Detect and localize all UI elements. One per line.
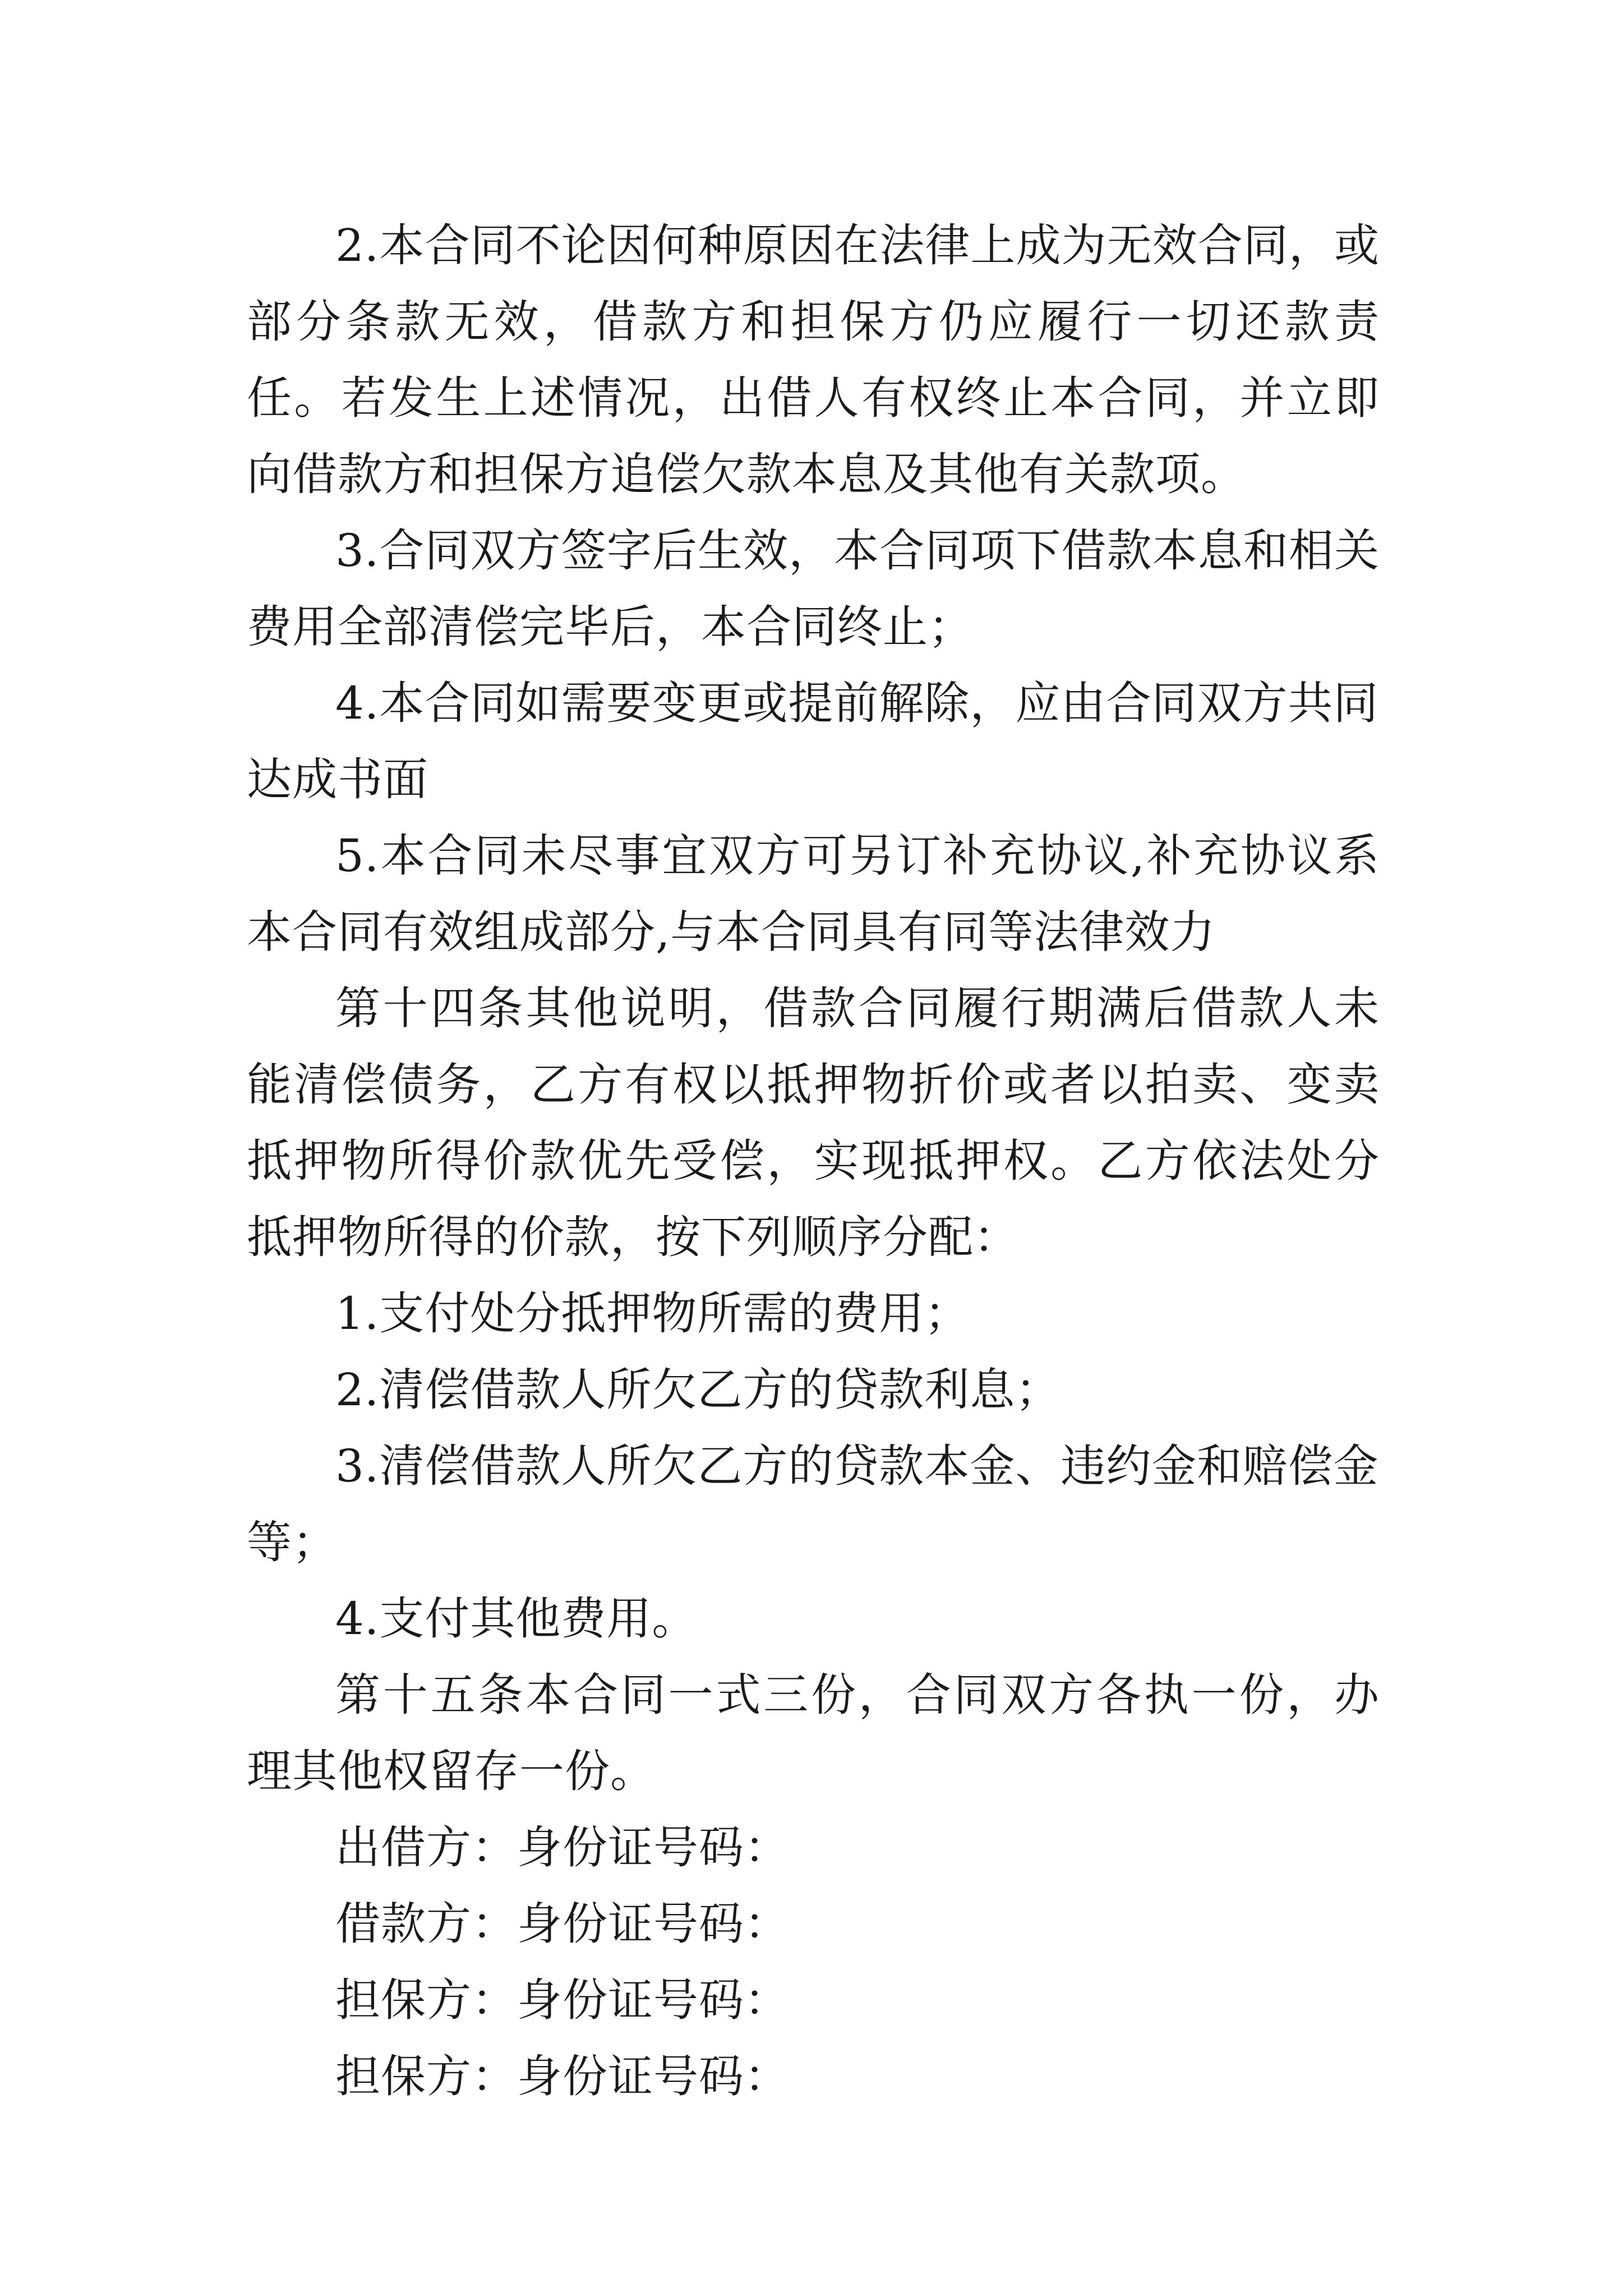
clause-paragraph: 5.本合同未尽事宜双方可另订补充协议,补充协议系本合同有效组成部分,与本合同具有同等法律效力: [247, 830, 1380, 958]
list-item: 4.支付其他费用。: [335, 1593, 698, 1645]
list-item: 3.清偿借款人所欠乙方的贷款本金、违约金和赔偿金等；: [247, 1440, 1379, 1568]
list-item: 2.清偿借款人所欠乙方的贷款利息；: [335, 1364, 1061, 1416]
clause-paragraph: 4.本合同如需要变更或提前解除，应由合同双方共同达成书面: [247, 677, 1379, 806]
signature-line-guarantor: 担保方：身份证号码：: [335, 1974, 790, 2026]
clause-paragraph: 第十四条其他说明，借款合同履行期满后借款人未能清偿债务，乙方有权以抵押物折价或者以拍卖、变卖抵押物所得价款优先受偿，实现抵押权。乙方依法处分抵押物所得的价款，按下列顺序分配：: [247, 982, 1380, 1263]
signature-line-borrower: 借款方：身份证号码：: [335, 1898, 790, 1950]
clause-paragraph: 2.本合同不论因何种原因在法律上成为无效合同，或部分条款无效，借款方和担保方仍应履行一切还款责任。若发生上述情况，出借人有权终止本合同，并立即向借款方和担保方追偿欠款本息及其他有关款项。: [247, 219, 1380, 500]
list-item: 1.支付处分抵押物所需的费用；: [335, 1287, 970, 1340]
clause-paragraph: 第十五条本合同一式三份，合同双方各执一份，办理其他权留存一份。: [247, 1669, 1380, 1797]
clause-paragraph: 3.合同双方签字后生效，本合同项下借款本息和相关费用全部清偿完毕后，本合同终止；: [247, 524, 1380, 653]
document-body: [247, 208, 1380, 2115]
signature-line-guarantor: 担保方：身份证号码：: [335, 2050, 790, 2102]
signature-line-lender: 出借方：身份证号码：: [335, 1821, 790, 1874]
